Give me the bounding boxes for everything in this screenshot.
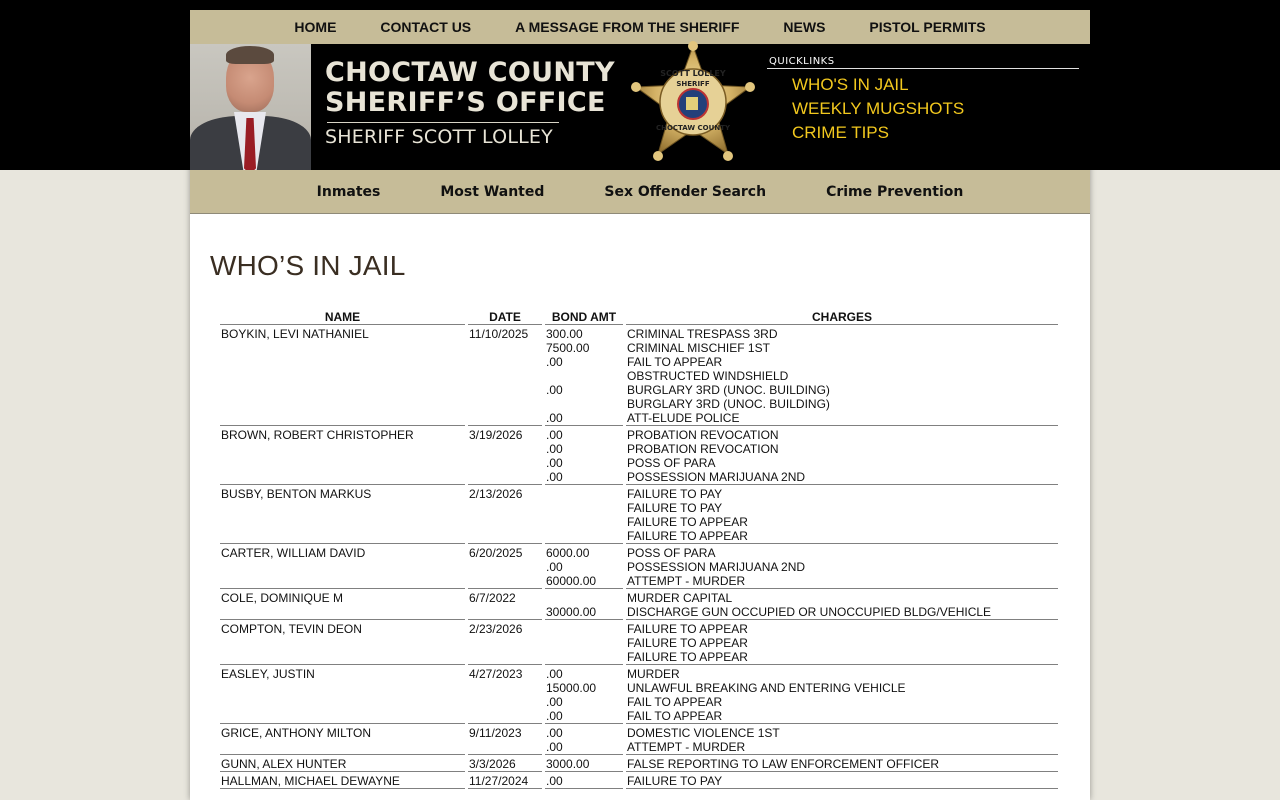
charge: MURDER — [627, 667, 680, 681]
quicklinks — [767, 56, 1079, 145]
booking-date: 6/20/2025 — [468, 544, 542, 589]
bond-amounts — [545, 620, 623, 665]
bond-amount — [546, 369, 622, 383]
bond-amount — [546, 529, 622, 543]
bond-amount: .00 — [546, 560, 563, 574]
charges — [626, 665, 1058, 724]
charge: ATTEMPT - MURDER — [627, 574, 746, 588]
bond-amount: 3000.00 — [546, 757, 590, 771]
bond-amount — [546, 397, 622, 411]
bond-amount: .00 — [546, 695, 563, 709]
nav-home[interactable]: HOME — [294, 19, 337, 35]
charge: FALSE REPORTING TO LAW ENFORCEMENT OFFICER — [627, 757, 940, 771]
page-title: WHO’S IN JAIL — [210, 250, 406, 281]
bond-amount: 7500.00 — [546, 341, 590, 355]
bond-amount — [546, 591, 622, 605]
charge: POSS OF PARA — [627, 546, 716, 560]
charges — [626, 325, 1058, 426]
booking-date: 11/10/2025 — [468, 325, 542, 426]
header-name: NAME — [220, 310, 465, 325]
bond-amount: .00 — [546, 726, 563, 740]
title-divider — [327, 122, 559, 123]
charges — [626, 426, 1058, 485]
bond-amounts — [545, 544, 623, 589]
charge: DOMESTIC VIOLENCE 1ST — [627, 726, 780, 740]
title-line-2: SHERIFF’S OFFICE — [325, 87, 606, 118]
sheriff-name: SHERIFF SCOTT LOLLEY — [325, 126, 553, 148]
table-row — [220, 665, 1058, 724]
charge: FAILURE TO PAY — [627, 501, 723, 515]
nav-pistol-permits[interactable]: PISTOL PERMITS — [869, 19, 986, 35]
table-header-row — [220, 310, 1058, 325]
main-content — [190, 214, 1090, 789]
sheriff-star-badge-icon — [628, 40, 758, 170]
top-nav — [190, 10, 1090, 44]
header-bond-amt: BOND AMT — [545, 310, 623, 325]
table-row — [220, 772, 1058, 789]
booking-date: 6/7/2022 — [468, 589, 542, 620]
header-charges: CHARGES — [626, 310, 1058, 325]
site-title[interactable] — [325, 58, 615, 149]
charge: ATTEMPT - MURDER — [627, 740, 746, 754]
inmate-name: COLE, DOMINIQUE M — [220, 589, 465, 620]
bond-amount — [546, 622, 622, 636]
table-row — [220, 485, 1058, 544]
svg-text:SHERIFF: SHERIFF — [676, 80, 710, 88]
charges — [626, 724, 1058, 755]
table-row — [220, 325, 1058, 426]
bond-amount: .00 — [546, 456, 563, 470]
bond-amount: 60000.00 — [546, 574, 597, 588]
table-row — [220, 589, 1058, 620]
bond-amount: .00 — [546, 709, 563, 723]
bond-amount: .00 — [546, 411, 563, 425]
bond-amounts — [545, 772, 623, 789]
booking-date: 11/27/2024 — [468, 772, 542, 789]
nav-message-from-sheriff[interactable]: A MESSAGE FROM THE SHERIFF — [515, 19, 740, 35]
bond-amount: 6000.00 — [546, 546, 590, 560]
header-date: DATE — [468, 310, 542, 325]
charges — [626, 620, 1058, 665]
bond-amount — [546, 501, 622, 515]
bond-amounts — [545, 724, 623, 755]
inmate-name: BUSBY, BENTON MARKUS — [220, 485, 465, 544]
inmate-name: COMPTON, TEVIN DEON — [220, 620, 465, 665]
inmate-name: GUNN, ALEX HUNTER — [220, 755, 465, 772]
inmate-name: HALLMAN, MICHAEL DEWAYNE — [220, 772, 465, 789]
svg-text:SCOTT LOLLEY: SCOTT LOLLEY — [660, 69, 726, 78]
bond-amounts — [545, 325, 623, 426]
quicklink-weekly-mugshots[interactable]: WEEKLY MUGSHOTS — [792, 99, 965, 118]
booking-date: 2/13/2026 — [468, 485, 542, 544]
charge: FAILURE TO APPEAR — [627, 529, 748, 543]
quicklink-crime-tips[interactable]: CRIME TIPS — [792, 123, 889, 142]
subnav-most-wanted[interactable]: Most Wanted — [440, 183, 545, 200]
charge: FAILURE TO APPEAR — [627, 636, 748, 650]
bond-amount: .00 — [546, 774, 563, 788]
inmate-name: BROWN, ROBERT CHRISTOPHER — [220, 426, 465, 485]
table-row — [220, 426, 1058, 485]
subnav-sex-offender-search[interactable]: Sex Offender Search — [604, 183, 767, 200]
nav-news[interactable]: NEWS — [783, 19, 826, 35]
bond-amount: .00 — [546, 667, 563, 681]
title-line-1: CHOCTAW COUNTY — [325, 57, 615, 88]
sheriff-photo — [190, 44, 311, 170]
charge: MURDER CAPITAL — [627, 591, 733, 605]
charge: BURGLARY 3RD (UNOC. BUILDING) — [627, 397, 830, 411]
charge: FAIL TO APPEAR — [627, 355, 723, 369]
bond-amount: .00 — [546, 383, 563, 397]
subnav-inmates[interactable]: Inmates — [316, 183, 381, 200]
charge: ATT-ELUDE POLICE — [627, 411, 740, 425]
booking-date: 2/23/2026 — [468, 620, 542, 665]
charge: UNLAWFUL BREAKING AND ENTERING VEHICLE — [627, 681, 906, 695]
table-row — [220, 724, 1058, 755]
bond-amount — [546, 650, 622, 664]
inmate-table — [217, 310, 1061, 789]
bond-amount: 30000.00 — [546, 605, 597, 619]
quicklink-whos-in-jail[interactable]: WHO'S IN JAIL — [792, 75, 909, 94]
charge: POSSESSION MARIJUANA 2ND — [627, 560, 806, 574]
charges — [626, 485, 1058, 544]
bond-amounts — [545, 485, 623, 544]
inmate-name: BOYKIN, LEVI NATHANIEL — [220, 325, 465, 426]
bond-amounts — [545, 665, 623, 724]
table-row — [220, 544, 1058, 589]
inmate-table-body — [220, 325, 1058, 789]
charge: BURGLARY 3RD (UNOC. BUILDING) — [627, 383, 830, 397]
bond-amount: .00 — [546, 428, 563, 442]
charge: PROBATION REVOCATION — [627, 428, 779, 442]
charge: FAILURE TO PAY — [627, 774, 723, 788]
bond-amounts — [545, 426, 623, 485]
bond-amount: 300.00 — [546, 327, 583, 341]
sub-nav — [190, 170, 1090, 214]
charge: FAILURE TO APPEAR — [627, 622, 748, 636]
bond-amount: 15000.00 — [546, 681, 597, 695]
booking-date: 3/19/2026 — [468, 426, 542, 485]
inmate-name: GRICE, ANTHONY MILTON — [220, 724, 465, 755]
charge: DISCHARGE GUN OCCUPIED OR UNOCCUPIED BLDG/VEHICLE — [627, 605, 992, 619]
charge: PROBATION REVOCATION — [627, 442, 779, 456]
booking-date: 4/27/2023 — [468, 665, 542, 724]
bond-amount — [546, 636, 622, 650]
charges — [626, 755, 1058, 772]
bond-amount — [546, 487, 622, 501]
charges — [626, 772, 1058, 789]
charge: POSS OF PARA — [627, 456, 716, 470]
bond-amounts — [545, 755, 623, 772]
charge: FAIL TO APPEAR — [627, 709, 723, 723]
charges — [626, 589, 1058, 620]
bond-amount — [546, 515, 622, 529]
bond-amount: .00 — [546, 470, 563, 484]
bond-amount: .00 — [546, 442, 563, 456]
bond-amount: .00 — [546, 355, 563, 369]
charge: OBSTRUCTED WINDSHIELD — [627, 369, 789, 383]
bond-amount: .00 — [546, 740, 563, 754]
charge: FAILURE TO APPEAR — [627, 515, 748, 529]
charge: FAILURE TO APPEAR — [627, 650, 748, 664]
charge: CRIMINAL TRESPASS 3RD — [627, 327, 778, 341]
nav-contact-us[interactable]: CONTACT US — [380, 19, 472, 35]
charge: FAIL TO APPEAR — [627, 695, 723, 709]
page-container — [190, 10, 1090, 800]
inmate-name: EASLEY, JUSTIN — [220, 665, 465, 724]
charges — [626, 544, 1058, 589]
table-row — [220, 755, 1058, 772]
table-row — [220, 620, 1058, 665]
banner — [190, 44, 1090, 170]
subnav-crime-prevention[interactable]: Crime Prevention — [826, 183, 964, 200]
charge: CRIMINAL MISCHIEF 1ST — [627, 341, 770, 355]
inmate-name: CARTER, WILLIAM DAVID — [220, 544, 465, 589]
charge: POSSESSION MARIJUANA 2ND — [627, 470, 806, 484]
booking-date: 3/3/2026 — [468, 755, 542, 772]
quicklinks-title: QUICKLINKS — [767, 56, 1079, 69]
svg-text:CHOCTAW COUNTY: CHOCTAW COUNTY — [655, 124, 731, 132]
charge: FAILURE TO PAY — [627, 487, 723, 501]
bond-amounts — [545, 589, 623, 620]
booking-date: 9/11/2023 — [468, 724, 542, 755]
